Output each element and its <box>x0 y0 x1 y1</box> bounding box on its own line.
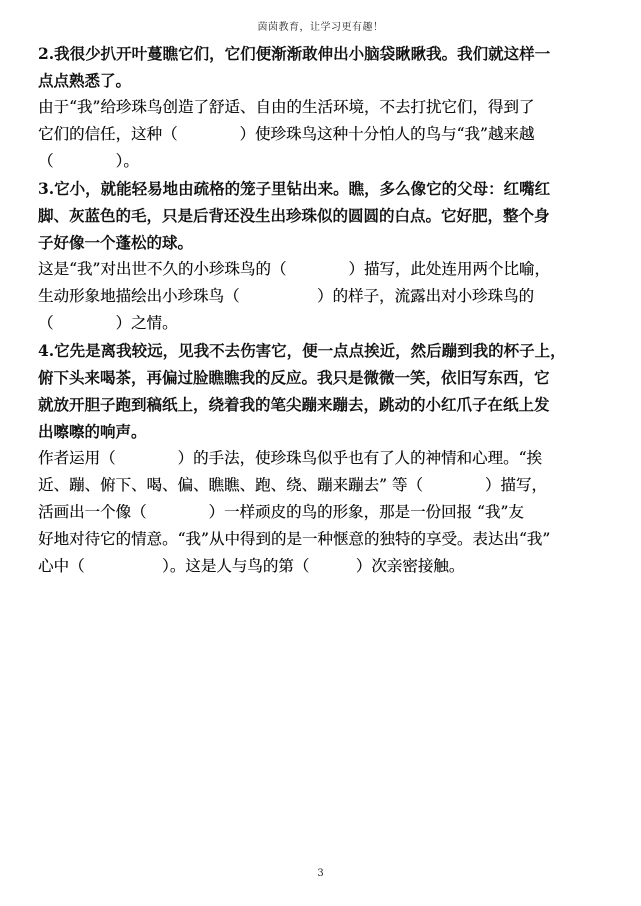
question-line: 生动形象地描绘出小珍珠鸟（ ）的样子，流露出对小珍珠鸟的 <box>38 287 535 305</box>
page-header: 茵茵教育，让学习更有趣！ <box>257 22 384 33</box>
section-2 <box>38 40 608 175</box>
question-line: 这是“我”对出世不久的小珍珠鸟的（ ）描写，此处连用两个比喻， <box>38 260 550 278</box>
question-line: 由于“我”给珍珠鸟创造了舒适、自由的生活环境，不去打扰它们，得到了 <box>38 98 535 116</box>
text-line: 出嚓嚓的响声。 <box>38 422 147 441</box>
text-line: 俯下头来喝茶，再偏过脸瞧瞧我的反应。我只是微微一笑，依旧写东西，它 <box>38 368 550 387</box>
text-line: 点点熟悉了。 <box>38 71 132 90</box>
text-line: 子好像一个蓬松的球。 <box>38 233 194 252</box>
text-line: 就放开胆子跑到稿纸上，绕着我的笔尖蹦来蹦去，跳动的小红爪子在纸上发 <box>38 395 550 414</box>
question-line: 活画出一个像（ ）一样顽皮的鸟的形象，那是一份回报 “我”友 <box>38 503 524 521</box>
question-line: 作者运用（ ）的手法，使珍珠鸟似乎也有了人的神情和心理。“挨 <box>38 449 542 467</box>
question-line: 心中（ ）。这是人与鸟的第（ ）次亲密接触。 <box>38 557 465 575</box>
question-line: 好地对待它的情意。“我”从中得到的是一种惬意的独特的享受。表达出“我” <box>38 530 551 548</box>
section-3 <box>38 175 608 337</box>
document-body <box>38 40 608 580</box>
text-line: 2.我很少扒开叶蔓瞧它们，它们便渐渐敢伸出小脑袋瞅瞅我。我们就这样一 <box>38 44 551 63</box>
text-line: 4.它先是离我较远，见我不去伤害它，便一点点挨近，然后蹦到我的杯子上， <box>38 341 566 360</box>
question-line: 近、蹦、俯下、喝、偏、瞧瞧、跑、绕、蹦来蹦去” 等（ ）描写， <box>38 476 547 494</box>
text-line: 脚、灰蓝色的毛，只是后背还没生出珍珠似的圆圆的白点。它好肥，整个身 <box>38 206 550 225</box>
question-line: （ ）之情。 <box>38 314 178 332</box>
question-line: （ ）。 <box>38 152 139 170</box>
text-line: 3.它小，就能轻易地由疏格的笼子里钻出来。瞧，多么像它的父母：红嘴红 <box>38 179 551 198</box>
page-number: 3 <box>317 868 324 879</box>
question-line: 它们的信任，这种（ ）使珍珠鸟这种十分怕人的鸟与“我”越来越 <box>38 125 535 143</box>
section-4 <box>38 337 608 580</box>
